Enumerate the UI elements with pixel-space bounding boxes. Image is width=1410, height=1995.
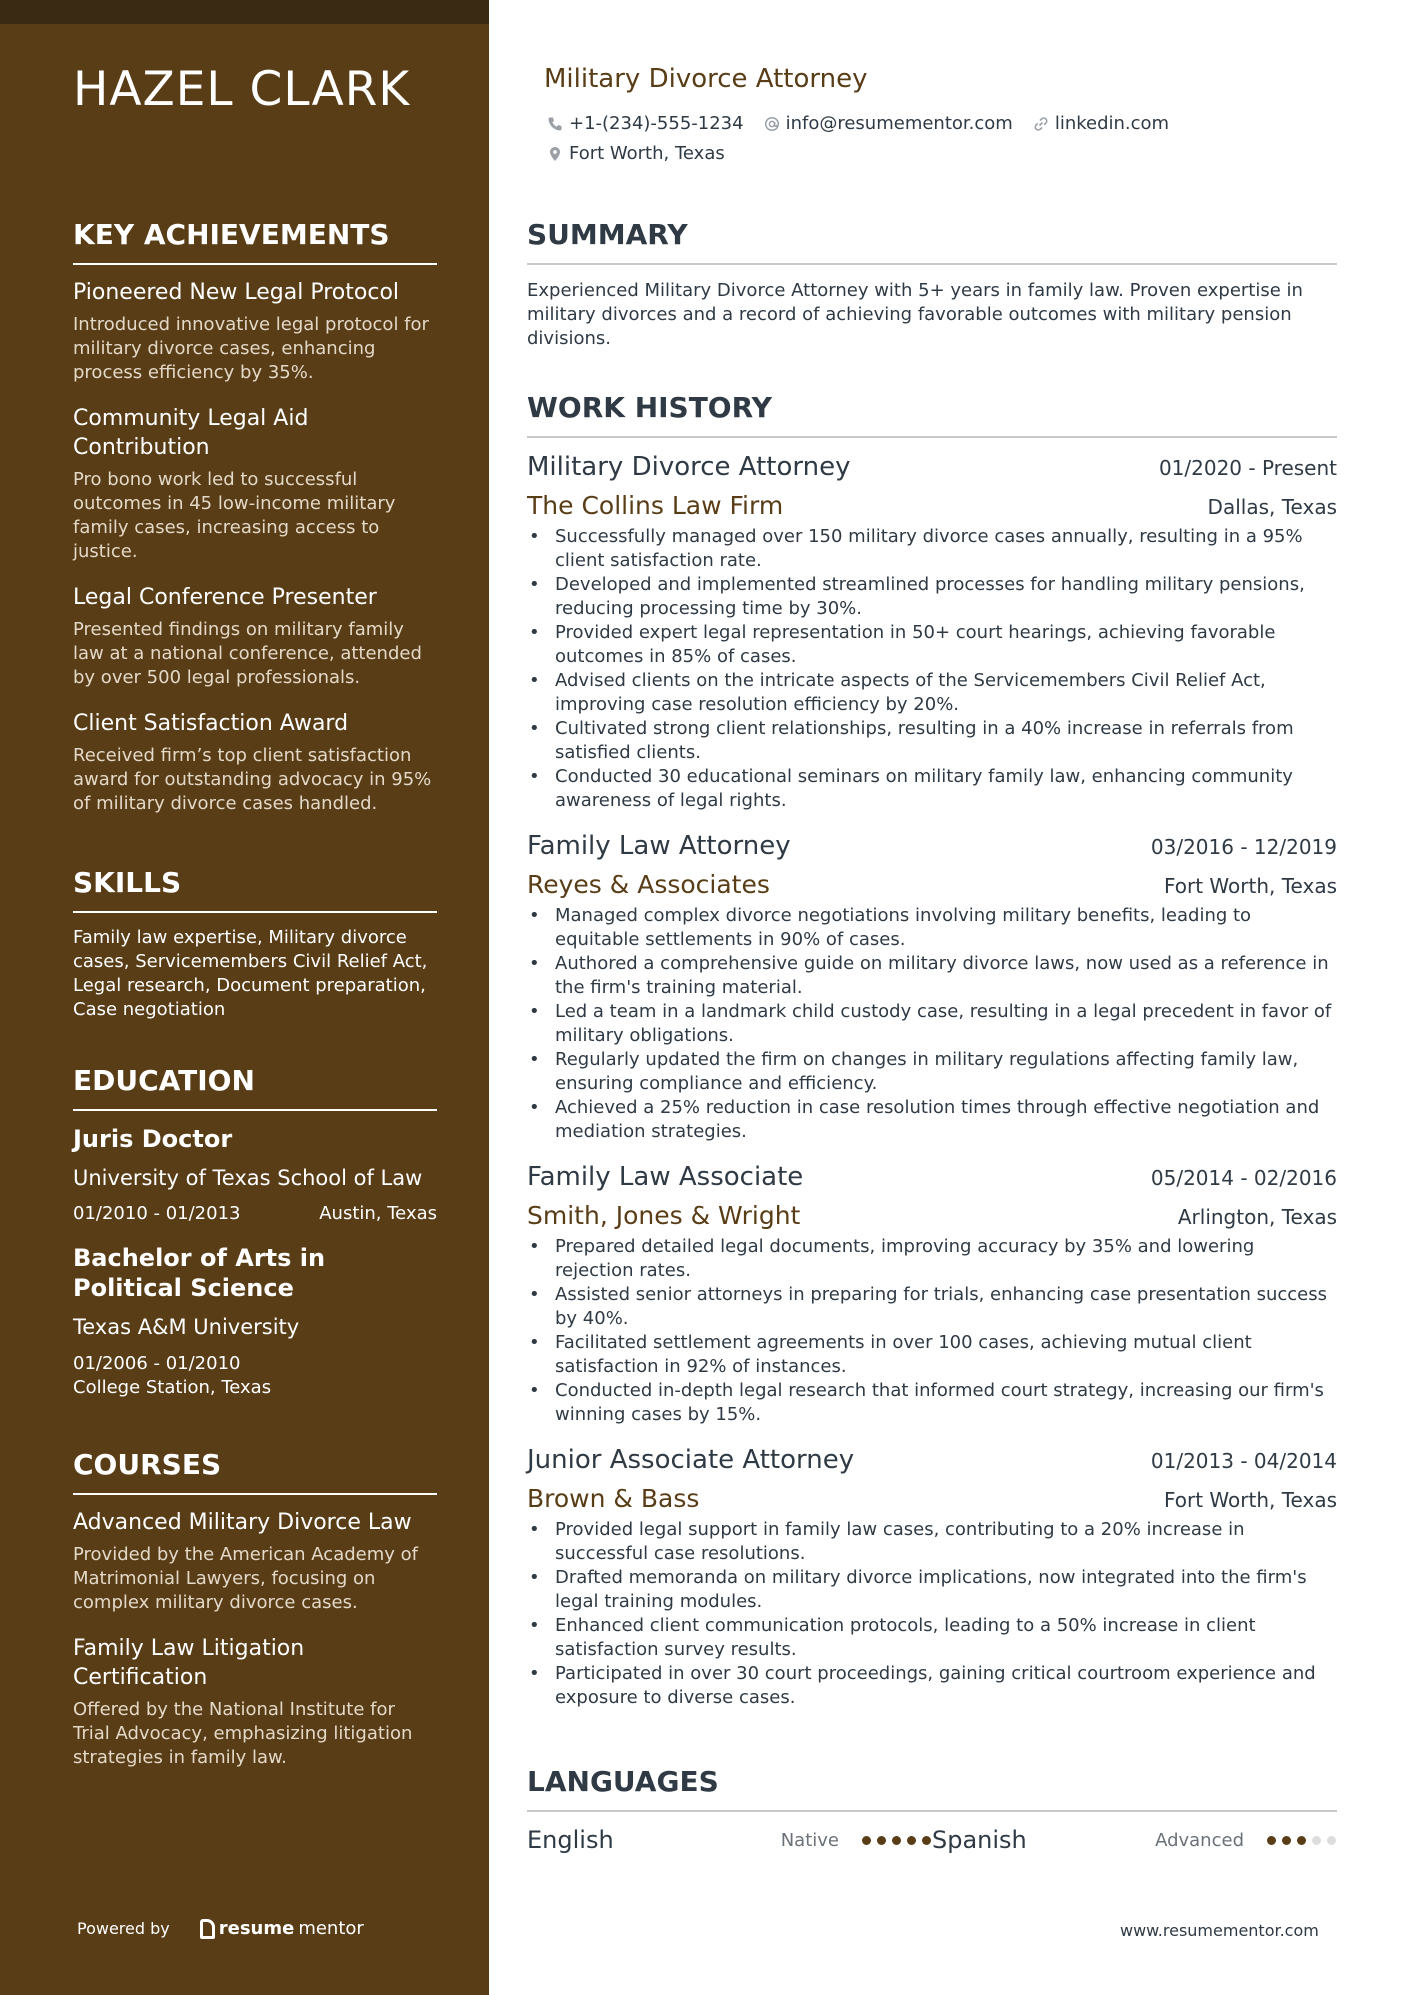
job-bullet: • Assisted senior attorneys in preparing for trials, enhancing case presentation success by 40%. xyxy=(527,1283,1337,1331)
language-item xyxy=(932,1826,1337,1854)
education-degree: Bachelor of Arts in Political Science xyxy=(73,1244,326,1302)
rating-dot-filled xyxy=(1282,1836,1291,1845)
job-bullet: • Managed complex divorce negotiations involving military benefits, leading to equitable settlements in 90% of cases. xyxy=(527,904,1337,952)
language-rating xyxy=(862,1836,931,1845)
phone-text: +1-(234)-555-1234 xyxy=(569,113,744,134)
job-bullet: • Provided expert legal representation in 50+ court hearings, achieving favorable outcomes in 85% of cases. xyxy=(527,621,1337,669)
achievement-item xyxy=(73,278,437,385)
contact-phone xyxy=(547,113,744,134)
job-location: Fort Worth, Texas xyxy=(1163,1488,1337,1512)
section-heading: EDUCATION xyxy=(73,1064,437,1111)
languages-section xyxy=(527,1765,1337,1854)
link-icon xyxy=(1033,116,1049,132)
brand-name-bold: resume xyxy=(218,1918,295,1939)
phone-icon xyxy=(547,116,563,132)
language-level: Advanced xyxy=(1155,1829,1244,1851)
key-achievements-section xyxy=(73,218,437,835)
job-role: Junior Associate Attorney xyxy=(527,1445,855,1475)
brand-name-light: mentor xyxy=(298,1918,364,1939)
section-heading: SUMMARY xyxy=(527,218,1337,265)
job-role: Family Law Attorney xyxy=(527,831,791,861)
achievement-title: Client Satisfaction Award xyxy=(73,711,349,736)
achievement-description: Received firm’s top client satisfaction award for outstanding advocacy in 95% of military divorce cases handled. xyxy=(73,745,432,814)
job-bullet: • Led a team in a landmark child custody case, resulting in a legal precedent in favor of military obligations. xyxy=(527,1000,1337,1048)
job-bullets xyxy=(527,904,1337,1144)
job-bullet: • Authored a comprehensive guide on military divorce laws, now used as a reference in the firm's training material. xyxy=(527,952,1337,1000)
job-entry xyxy=(527,1445,1337,1710)
footer-website[interactable]: www.resumementor.com xyxy=(1120,1921,1319,1940)
job-bullet: • Prepared detailed legal documents, improving accuracy by 35% and lowering rejection rates. xyxy=(527,1235,1337,1283)
job-bullet: • Participated in over 30 court proceedings, gaining critical courtroom experience and exposure to diverse cases. xyxy=(527,1662,1337,1710)
job-bullet: • Cultivated strong client relationships, resulting in a 40% increase in referrals from satisfied clients. xyxy=(527,717,1337,765)
achievement-title: Legal Conference Presenter xyxy=(73,585,377,610)
headline-title: Military Divorce Attorney xyxy=(544,64,868,94)
job-bullets xyxy=(527,1235,1337,1427)
rating-dot-filled xyxy=(1267,1836,1276,1845)
contact-linkedin[interactable] xyxy=(1033,113,1169,134)
rating-dot-filled xyxy=(922,1836,931,1845)
language-item xyxy=(527,1826,932,1854)
achievement-description: Presented findings on military family law at a national conference, attended by over 500 legal professionals. xyxy=(73,619,422,688)
education-degree: Juris Doctor xyxy=(73,1125,233,1153)
section-heading: SKILLS xyxy=(73,866,437,913)
education-section xyxy=(73,1064,437,1400)
contact-email[interactable] xyxy=(764,113,1013,134)
email-text: info@resumementor.com xyxy=(785,113,1013,134)
summary-section xyxy=(527,218,1337,351)
brand-logo xyxy=(200,1918,364,1939)
job-dates: 01/2020 - Present xyxy=(1158,456,1337,480)
education-school: University of Texas School of Law xyxy=(73,1166,423,1190)
location-pin-icon xyxy=(547,146,563,162)
job-company: The Collins Law Firm xyxy=(527,491,784,520)
work-history-section xyxy=(527,391,1337,1728)
rating-dot-filled xyxy=(862,1836,871,1845)
section-heading: KEY ACHIEVEMENTS xyxy=(73,218,437,265)
section-heading: COURSES xyxy=(73,1448,437,1495)
course-item xyxy=(73,1508,437,1615)
course-item xyxy=(73,1634,437,1770)
sidebar xyxy=(0,0,489,1995)
course-title: Family Law Litigation Certification xyxy=(73,1636,305,1690)
education-item xyxy=(73,1243,437,1400)
job-role: Military Divorce Attorney xyxy=(527,452,851,482)
powered-by xyxy=(77,1918,364,1939)
achievement-description: Pro bono work led to successful outcomes in 45 low-income military family cases, increasing access to justice. xyxy=(73,469,396,562)
candidate-name: HAZEL CLARK xyxy=(73,62,411,117)
course-description: Offered by the National Institute for Trial Advocacy, emphasizing litigation strategies in family law. xyxy=(73,1699,413,1768)
language-rating xyxy=(1267,1836,1336,1845)
powered-by-label: Powered by xyxy=(77,1919,170,1938)
job-role: Family Law Associate xyxy=(527,1162,804,1192)
job-bullet: • Conducted 30 educational seminars on military family law, enhancing community awareness of legal rights. xyxy=(527,765,1337,813)
job-bullet: • Regularly updated the firm on changes in military regulations affecting family law, ensuring compliance and efficiency. xyxy=(527,1048,1337,1096)
skills-list: Family law expertise, Military divorce cases, Servicemembers Civil Relief Act, Legal research, Document preparation, Case negotiation xyxy=(73,927,428,1020)
education-location: Austin, Texas xyxy=(319,1203,437,1224)
brand-logo-icon xyxy=(200,1919,215,1939)
linkedin-text: linkedin.com xyxy=(1054,113,1170,134)
language-name: English xyxy=(527,1826,614,1854)
language-name: Spanish xyxy=(932,1826,1027,1854)
job-entry xyxy=(527,452,1337,813)
job-bullet: • Conducted in-depth legal research that informed court strategy, increasing our firm's winning cases by 15%. xyxy=(527,1379,1337,1427)
job-bullet: • Facilitated settlement agreements in over 100 cases, achieving mutual client satisfaction in 92% of instances. xyxy=(527,1331,1337,1379)
contact-location xyxy=(547,143,725,164)
rating-dot-filled xyxy=(1297,1836,1306,1845)
education-dates: 01/2010 - 01/2013 xyxy=(73,1203,241,1224)
job-bullet: • Advised clients on the intricate aspects of the Servicemembers Civil Relief Act, improving case resolution efficiency by 20%. xyxy=(527,669,1337,717)
course-description: Provided by the American Academy of Matrimonial Lawyers, focusing on complex military divorce cases. xyxy=(73,1544,418,1613)
job-bullets xyxy=(527,525,1337,813)
main-column xyxy=(527,0,1337,1995)
summary-text: Experienced Military Divorce Attorney with 5+ years in family law. Proven expertise in military divorces and a record of achieving favorable outcomes with military pension divisions. xyxy=(527,280,1303,349)
education-meta xyxy=(73,1203,437,1224)
job-bullet: • Enhanced client communication protocols, leading to a 50% increase in client satisfaction survey results. xyxy=(527,1614,1337,1662)
sidebar-top-band xyxy=(0,0,489,24)
job-company: Smith, Jones & Wright xyxy=(527,1201,801,1230)
job-location: Fort Worth, Texas xyxy=(1163,874,1337,898)
at-sign-icon xyxy=(764,116,780,132)
job-entry xyxy=(527,831,1337,1144)
achievement-item xyxy=(73,583,437,690)
job-dates: 03/2016 - 12/2019 xyxy=(1150,835,1337,859)
job-bullet: • Successfully managed over 150 military divorce cases annually, resulting in a 95% client satisfaction rate. xyxy=(527,525,1337,573)
section-heading: LANGUAGES xyxy=(527,1765,1337,1812)
job-dates: 05/2014 - 02/2016 xyxy=(1150,1166,1337,1190)
education-dates: 01/2006 - 01/2010 xyxy=(73,1353,241,1374)
skills-section xyxy=(73,866,437,1022)
rating-dot-filled xyxy=(907,1836,916,1845)
rating-dot-empty xyxy=(1327,1836,1336,1845)
job-bullet: • Provided legal support in family law cases, contributing to a 20% increase in successful case resolutions. xyxy=(527,1518,1337,1566)
location-text: Fort Worth, Texas xyxy=(569,143,725,164)
job-entry xyxy=(527,1162,1337,1427)
achievement-description: Introduced innovative legal protocol for military divorce cases, enhancing process efficiency by 35%. xyxy=(73,314,429,383)
education-item xyxy=(73,1124,437,1224)
job-dates: 01/2013 - 04/2014 xyxy=(1150,1449,1337,1473)
section-heading: WORK HISTORY xyxy=(527,391,1337,438)
achievement-title: Pioneered New Legal Protocol xyxy=(73,280,400,305)
job-bullet: • Developed and implemented streamlined processes for handling military pensions, reducing processing time by 30%. xyxy=(527,573,1337,621)
job-location: Dallas, Texas xyxy=(1207,495,1337,519)
course-title: Advanced Military Divorce Law xyxy=(73,1510,412,1535)
contact-info xyxy=(547,113,1307,173)
achievement-item xyxy=(73,404,437,564)
achievement-item xyxy=(73,709,437,816)
courses-section xyxy=(73,1448,437,1789)
achievement-title: Community Legal Aid Contribution xyxy=(73,406,309,460)
job-location: Arlington, Texas xyxy=(1177,1205,1337,1229)
job-company: Brown & Bass xyxy=(527,1484,700,1513)
rating-dot-filled xyxy=(877,1836,886,1845)
language-level: Native xyxy=(780,1829,839,1851)
languages-list xyxy=(527,1826,1337,1854)
job-company: Reyes & Associates xyxy=(527,870,770,899)
rating-dot-filled xyxy=(892,1836,901,1845)
rating-dot-empty xyxy=(1312,1836,1321,1845)
job-bullet: • Achieved a 25% reduction in case resolution times through effective negotiation and mediation strategies. xyxy=(527,1096,1337,1144)
education-school: Texas A&M University xyxy=(73,1315,300,1339)
education-location: College Station, Texas xyxy=(73,1377,272,1398)
job-bullets xyxy=(527,1518,1337,1710)
job-bullet: • Drafted memoranda on military divorce implications, now integrated into the firm's legal training modules. xyxy=(527,1566,1337,1614)
